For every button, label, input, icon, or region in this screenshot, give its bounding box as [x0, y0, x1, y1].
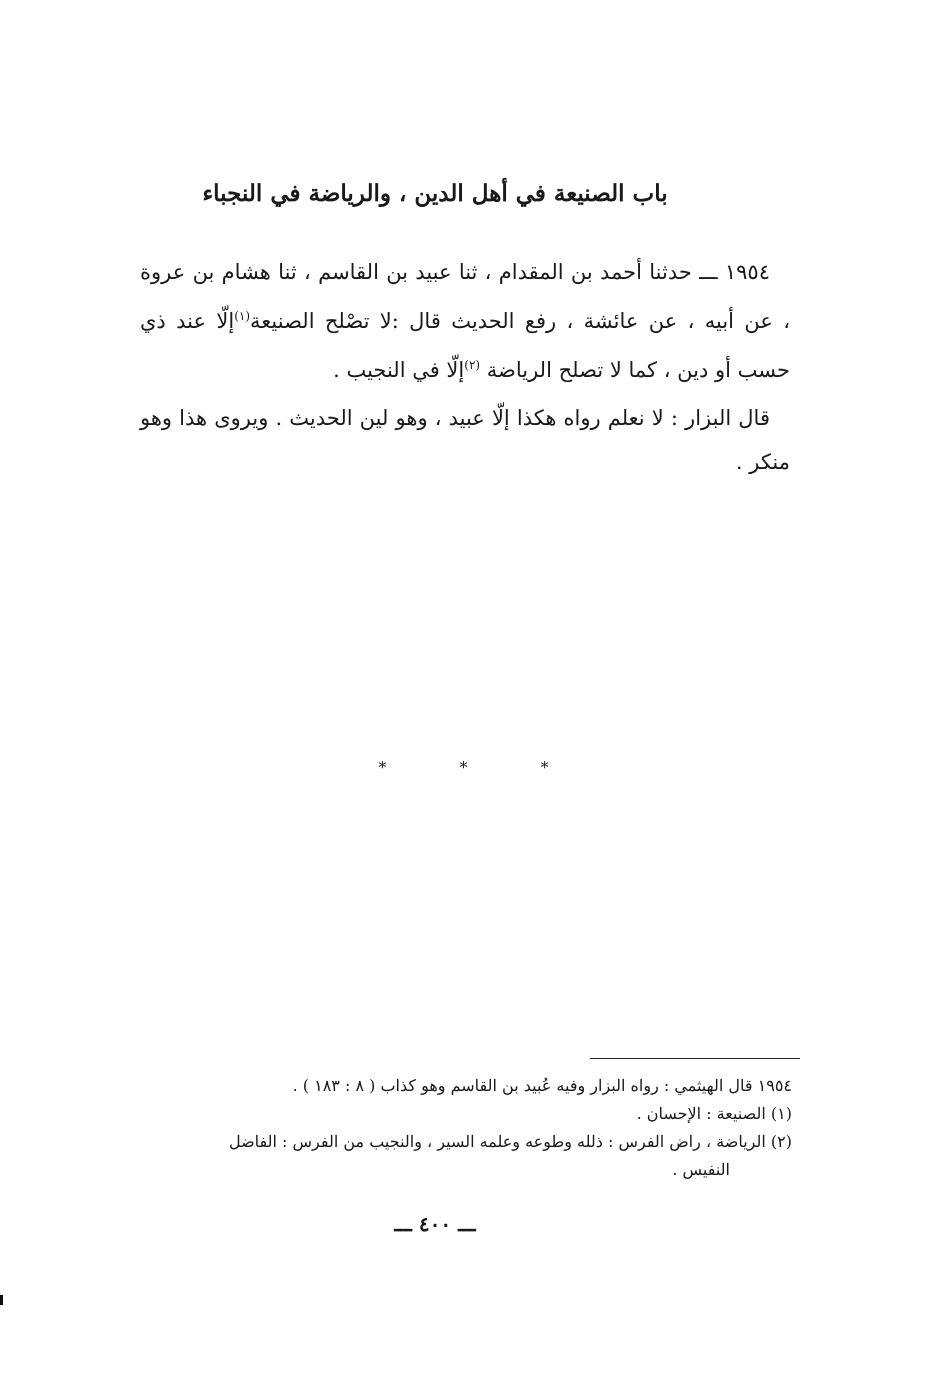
footnote-2-continuation: النفيس . [672, 1160, 730, 1179]
hadith-line-2: عروة ، عن أبيه ، عن عائشة ، رفع الحديث قال :لا تصْلح الصنيعة$^{(١)}$إلّا [140, 260, 790, 333]
footnote-source: ١٩٥٤ قال الهيثمي : رواه البزار وفيه عُبيد بن القاسم وهو كذاب ( ٨ : ١٨٣ ) . [292, 1076, 792, 1095]
footnote-rule [590, 1058, 800, 1059]
hadith-line-3: عند ذي حسب أو دين ، كما لا تصلح الرياضة $^{(٢)}$إلّا في النجيب . [140, 309, 790, 382]
page-number: ـــ ٤٠٠ ـــ [394, 1212, 476, 1236]
footnotes [140, 1072, 792, 1184]
scan-edge-mark [0, 1295, 3, 1305]
footnote-1: (١) الصنيعة : الإحسان . [636, 1104, 792, 1123]
commentary-paragraph: قال البزار : لا نعلم رواه هكذا إلّا عبيد ، وهو لين الحديث . ويروى هذا وهو منكر . [140, 406, 790, 474]
footnote-2: (٢) الرياضة ، راض الفرس : ذلله وطوعه وعلمه السير ، والنجيب من الفرس : الفاضل [228, 1132, 792, 1151]
section-separator: * * * [378, 758, 583, 777]
hadith-paragraph [140, 250, 790, 392]
footnote-marker-1: (١) [234, 309, 251, 323]
main-text [140, 250, 790, 484]
hadith-line-1: ١٩٥٤ ـــ حدثنا أحمد بن المقدام ، ثنا عبيد بن القاسم ، ثنا هشام بن [192, 260, 770, 284]
footnote-marker-2: (٢) [464, 358, 481, 372]
chapter-heading: باب الصنيعة في أهل الدين ، والرياضة في النجباء [202, 180, 668, 207]
